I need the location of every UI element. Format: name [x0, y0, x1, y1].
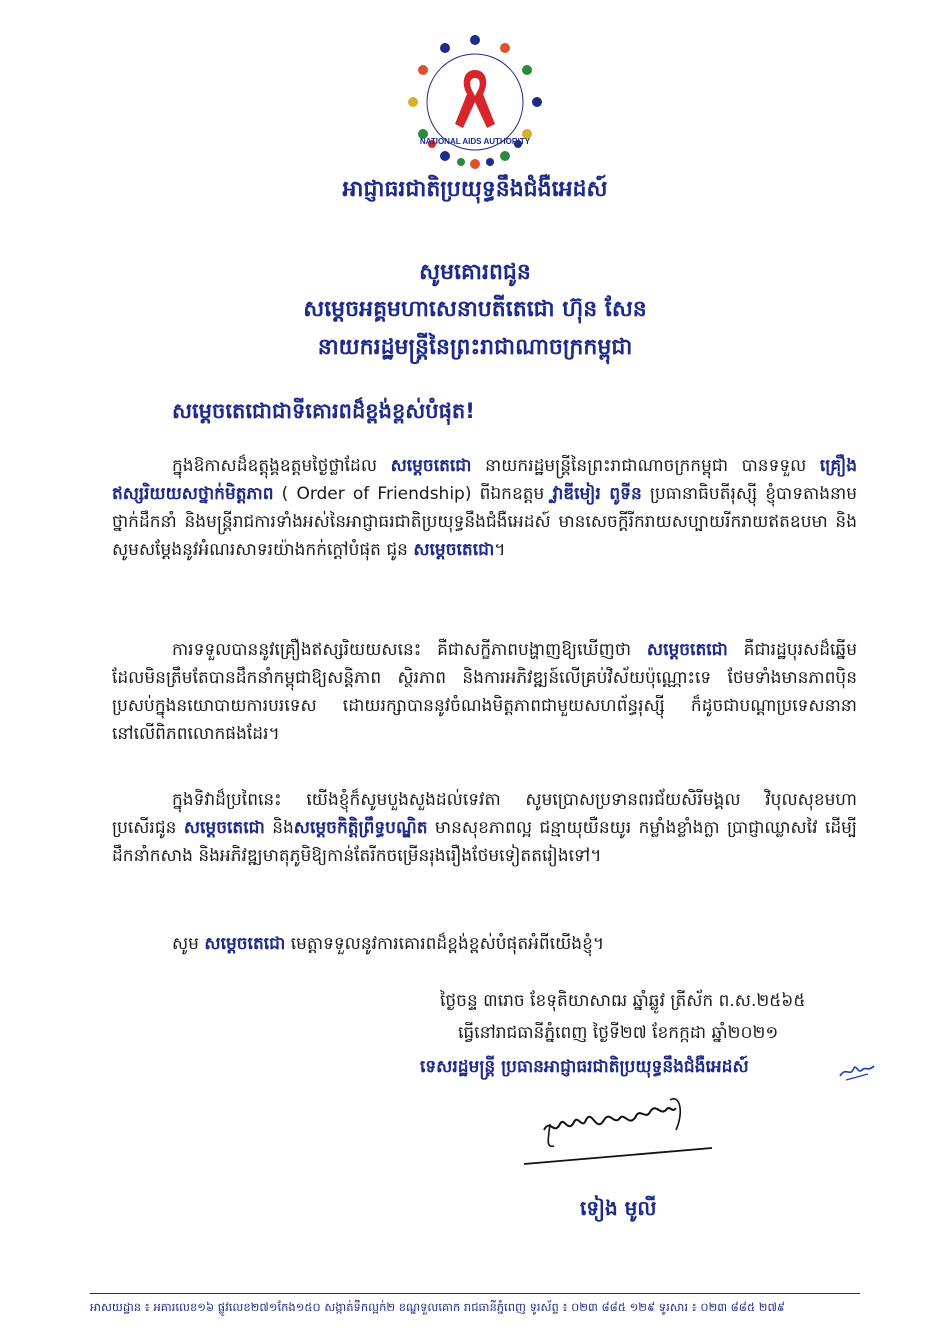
bold-text: វ្លាឌីមៀរ ពូទីន: [552, 484, 642, 504]
body-paragraph-1: [112, 452, 857, 564]
text: សូម: [172, 934, 205, 954]
bold-text: សម្តេចតេជោ: [183, 818, 265, 838]
text: និង: [264, 818, 294, 838]
signer-title: ទេសរដ្ឋមន្ត្រី ប្រធានអាជ្ញាធរជាតិប្រយុទ្ធនឹងជំងឺអេដស៍: [420, 1057, 749, 1077]
body-paragraph-4: [112, 930, 857, 958]
body-paragraph-2: [112, 636, 857, 748]
handwritten-signature: [520, 1090, 720, 1170]
addressee-line-1: សូមគោរពជូន: [419, 260, 531, 285]
text: មានសុខភាពល្អ ជន្មាយុយឺនយូរ កម្លាំងខ្លាំងក្លា ប្រាជ្ញាឈ្លាសវៃ ដើម្បីដឹកនាំកសាង និងអភិវឌ្ឍមាតុភូមិឱ្យកាន់តែរីកចម្រើនរុងរឿងថែមទៀតតរៀងទៅ។: [112, 818, 857, 866]
bold-text: សម្តេចតេជោ: [646, 640, 728, 660]
text: ក្នុងទិវាដ៏ប្រពៃនេះ យើងខ្ញុំក៏សូមបួងសួងដល់ទេវតា សូមប្រោសប្រទានពរជ័យសិរីមង្គល វិបុលសុខមហាប្រសើរជូន: [112, 790, 857, 838]
footer-address: អាសយដ្ឋាន ៖ អគារលេខ១៦ ផ្លូវលេខ២៧១កែង១៥០ សង្កាត់ទឹកល្អក់២ ខណ្ឌទួលគោក រាជធានីភ្នំពេញ ទូរស័ព្ទ ៖ ០២៣ ៨៨៥ ១២៩ ទូរសារ ៖ ០២៣ ៨៨៥ ២៧៩: [90, 1300, 786, 1314]
text: គឺជារដ្ឋបុរសដ៏ឆ្នើមដែលមិនត្រឹមតែបានដឹកនាំកម្ពុជាឱ្យសន្តិភាព ស្ថិរភាព និងការអភិវឌ្ឍន៍លើគ្រប់វិស័យប៉ុណ្ណោះទេ ថែមទាំងមានភាពប៉ិនប្រសប់ក្នុងនយោបាយការបរទេស ដោយរក្សាបាននូវចំណងមិត្តភាពជាមួយសហព័ន្ធរុស្ស៊ី ក៏ដូចជាបណ្តាប្រទេសនានានៅលើពិភពលោកផងដែរ។: [112, 640, 857, 744]
text: ។: [494, 540, 506, 560]
bold-text: សម្តេចតេជោ: [413, 540, 495, 560]
text: នាយករដ្ឋមន្ត្រីនៃព្រះរាជាណាចក្រកម្ពុជា បានទទួល: [471, 456, 820, 476]
bold-text: សម្តេចតេជោ: [204, 934, 286, 954]
text: ( Order of Friendship) ពីឯកឧត្តម: [273, 484, 553, 504]
text: ការទទួលបាននូវគ្រឿងឥស្សរិយយសនេះ គឺជាសក្ខីភាពបង្ហាញឱ្យឃើញថា: [172, 640, 647, 660]
addressee-line-2: សម្តេចអគ្គមហាសេនាបតីតេជោ ហ៊ុន សែន: [303, 297, 647, 322]
organization-title: អាជ្ញាធរជាតិប្រយុទ្ធនឹងជំងឺអេដស៍: [342, 177, 608, 202]
lunar-date: ថ្ងៃចន្ទ ៣រោច ខែទុតិយាសាឍ ឆ្នាំឆ្លូវ ត្រីស័ក ព.ស.២៥៦៥: [440, 991, 806, 1011]
addressee-line-3: នាយករដ្ឋមន្ត្រីនៃព្រះរាជាណាចក្រកម្ពុជា: [317, 335, 633, 360]
footer-divider: [90, 1293, 860, 1294]
bold-text: សម្តេចតេជោ: [390, 456, 472, 476]
logo-english-text: NATIONAL AIDS AUTHORITY: [419, 137, 531, 146]
initials-mark-icon: [838, 1060, 876, 1082]
national-aids-authority-logo: [405, 32, 545, 172]
place-and-date: ធ្វើនៅរាជធានីភ្នំពេញ ថ្ងៃទី២៧ ខែកក្កដា ឆ្នាំ២០២១: [458, 1023, 779, 1043]
signer-name: ទៀង មូលី: [580, 1196, 657, 1220]
bold-text: គ្រឿងឥស្សរិយយសថ្នាក់មិត្តភាព: [112, 456, 857, 504]
text: ក្នុងឱកាសដ៏ឧត្តុង្គឧត្តមថ្ងៃថ្លាដែល: [172, 456, 391, 476]
text: មេត្តាទទួលនូវការគោរពដ៏ខ្ពង់ខ្ពស់បំផុតអំពីយើងខ្ញុំ។: [285, 934, 605, 954]
salutation: សម្តេចតេជោជាទីគោរពដ៏ខ្ពង់ខ្ពស់បំផុត!: [172, 399, 475, 423]
bold-text: សម្តេចកិត្តិព្រឹទ្ធបណ្ឌិត: [293, 818, 428, 838]
body-paragraph-3: [112, 786, 857, 870]
text: ប្រធានាធិបតីរុស្ស៊ី ខ្ញុំបាទតាងនាមថ្នាក់ដឹកនាំ និងមន្ត្រីរាជការទាំងអស់នៃអាជ្ញាធរជាតិប្រយុទ្ធនឹងជំងឺអេដស៍ មានសេចក្តីរីករាយសប្បាយរីករាយឥតឧបមា និងសូមសម្តែងនូវអំណរសាទរយ៉ាងកក់ក្តៅបំផុត ជូន: [112, 484, 857, 560]
